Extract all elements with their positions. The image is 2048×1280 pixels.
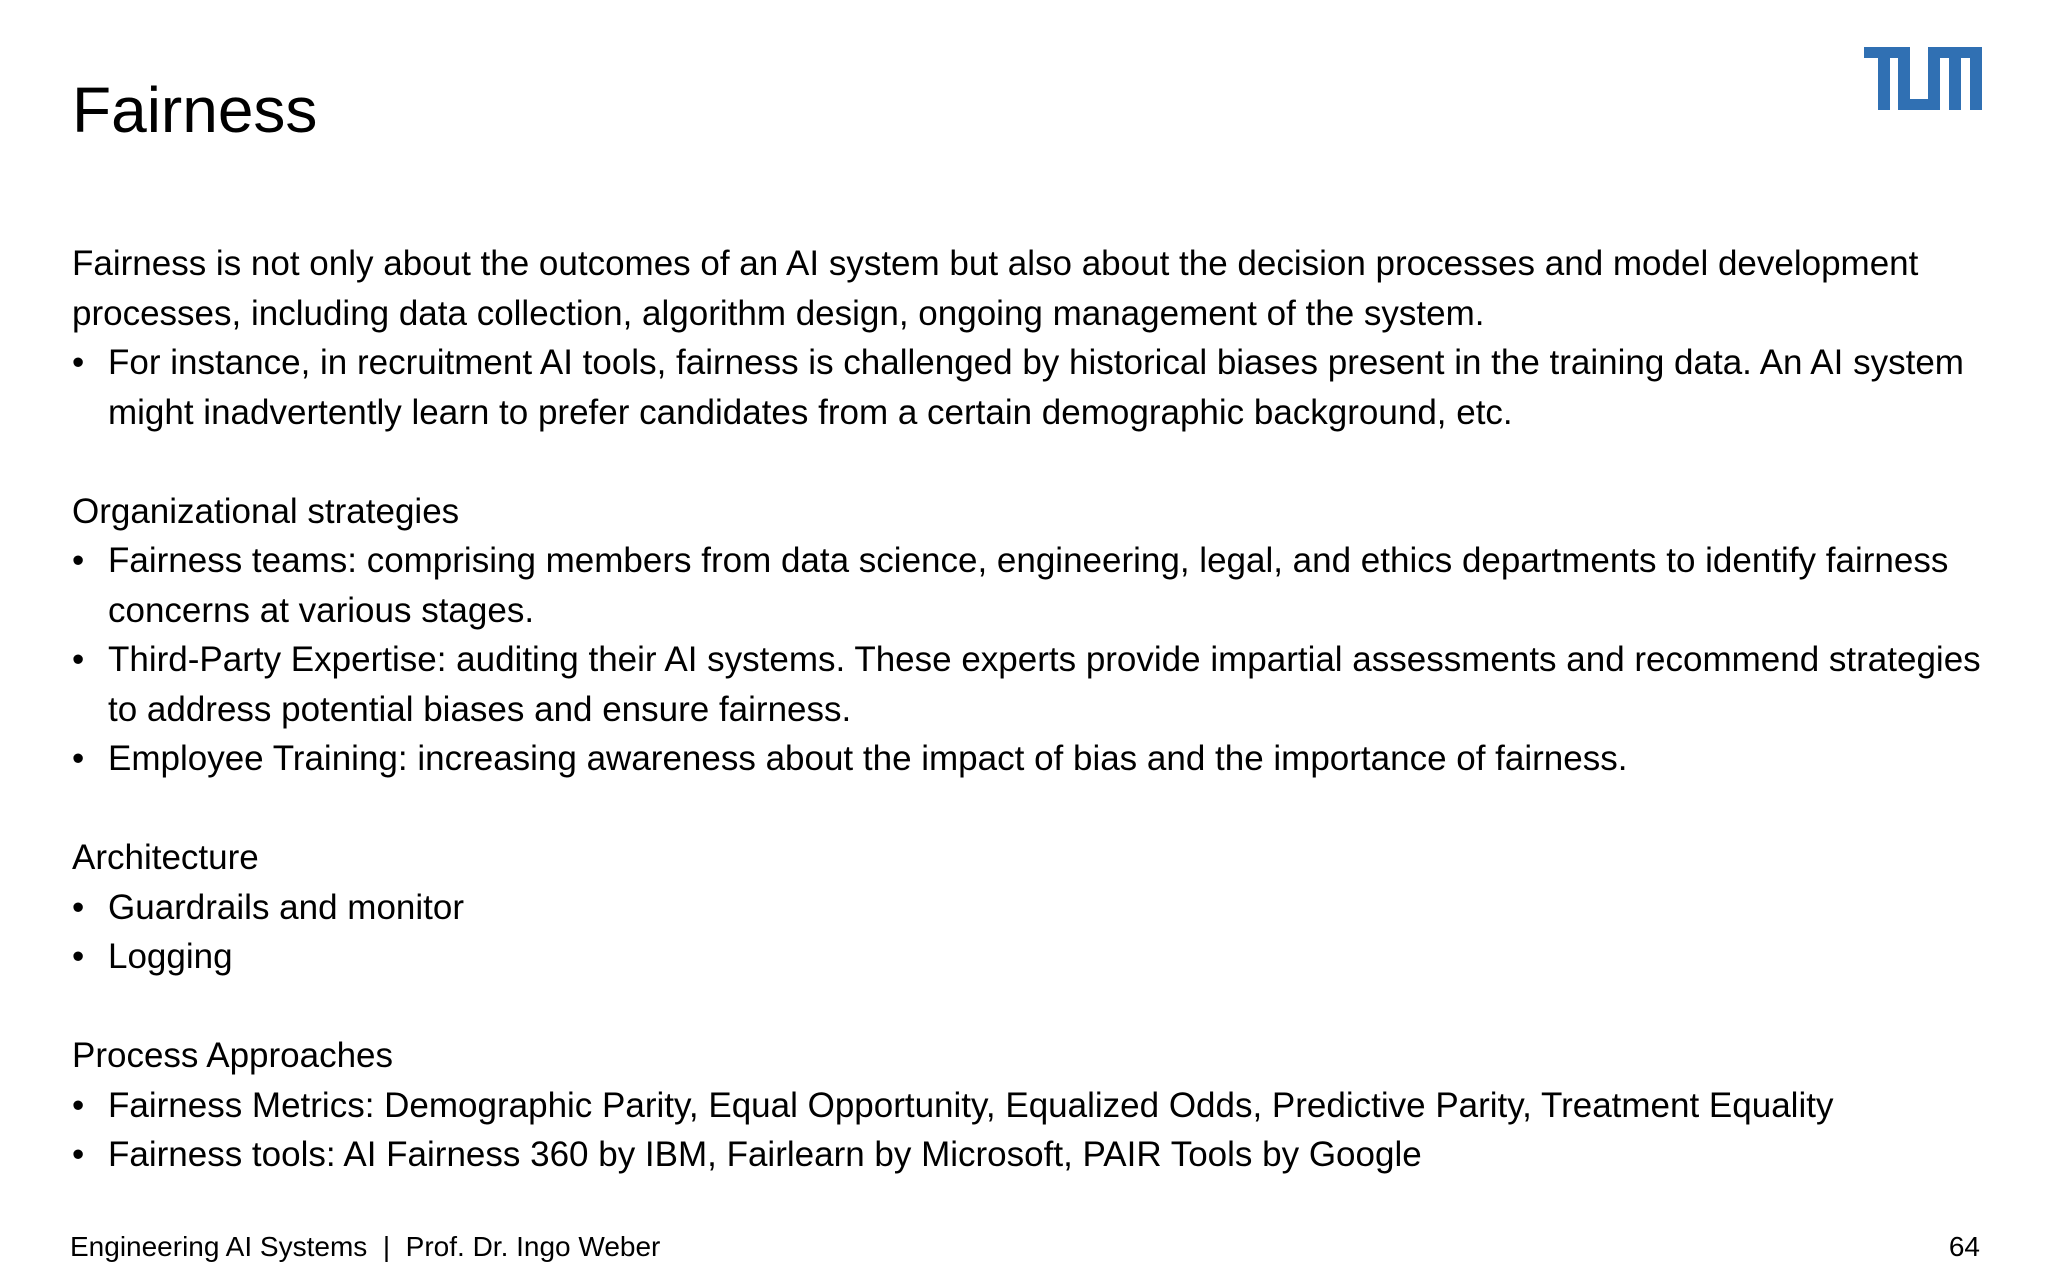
list-item [72,734,1992,784]
list-item [72,932,1992,982]
slide-body [72,239,1992,1180]
tum-logo [1864,47,1982,110]
bullet-text: Third-Party Expertise: auditing their AI systems. These experts provide impartial assessments and recommend strategies to address potential biases and ensure fairness. [108,640,1981,729]
footer-course-info: Engineering AI Systems | Prof. Dr. Ingo Weber [70,1231,661,1262]
intro-paragraph: Fairness is not only about the outcomes of an AI system but also about the decision processes and model development processes, including data collection, algorithm design, ongoing management of the system. [72,244,1919,333]
bullet-text: Logging [108,937,233,976]
section-heading-process: Process Approaches [72,1036,394,1075]
list-item [72,883,1992,933]
bullet-text: Fairness teams: comprising members from data science, engineering, legal, and ethics departments to identify fairness concerns at various stages. [108,541,1949,630]
list-item [72,1081,1992,1131]
organizational-bullet-list [72,536,1992,784]
list-item [72,338,1992,437]
bullet-text: For instance, in recruitment AI tools, fairness is challenged by historical biases present in the training data. An AI system might inadvertently learn to prefer candidates from a certain demographic background, etc. [108,343,1964,432]
bullet-icon: • [72,887,85,927]
intro-bullet-list [72,338,1992,437]
process-bullet-list [72,1081,1992,1180]
list-item [72,635,1992,734]
bullet-text: Guardrails and monitor [108,887,464,927]
bullet-text: Fairness tools: AI Fairness 360 by IBM, Fairlearn by Microsoft, PAIR Tools by Google [108,1135,1422,1174]
section-heading-organizational: Organizational strategies [72,491,460,531]
bullet-icon: • [72,343,85,382]
bullet-icon: • [72,541,85,580]
bullet-icon: • [72,1135,85,1174]
section-heading-architecture: Architecture [72,838,259,877]
architecture-bullet-list [72,883,1992,982]
bullet-icon: • [72,640,85,679]
list-item [72,536,1992,635]
list-item [72,1130,1992,1180]
slide-title: Fairness [72,74,318,146]
page-number: 64 [1948,1231,1980,1262]
bullet-icon: • [72,1085,85,1125]
bullet-text: Fairness Metrics: Demographic Parity, Equal Opportunity, Equalized Odds, Predictive Parity, Treatment Equality [108,1085,1834,1125]
bullet-icon: • [72,739,85,778]
bullet-icon: • [72,937,85,976]
bullet-text: Employee Training: increasing awareness about the impact of bias and the importance of fairness. [108,739,1628,778]
